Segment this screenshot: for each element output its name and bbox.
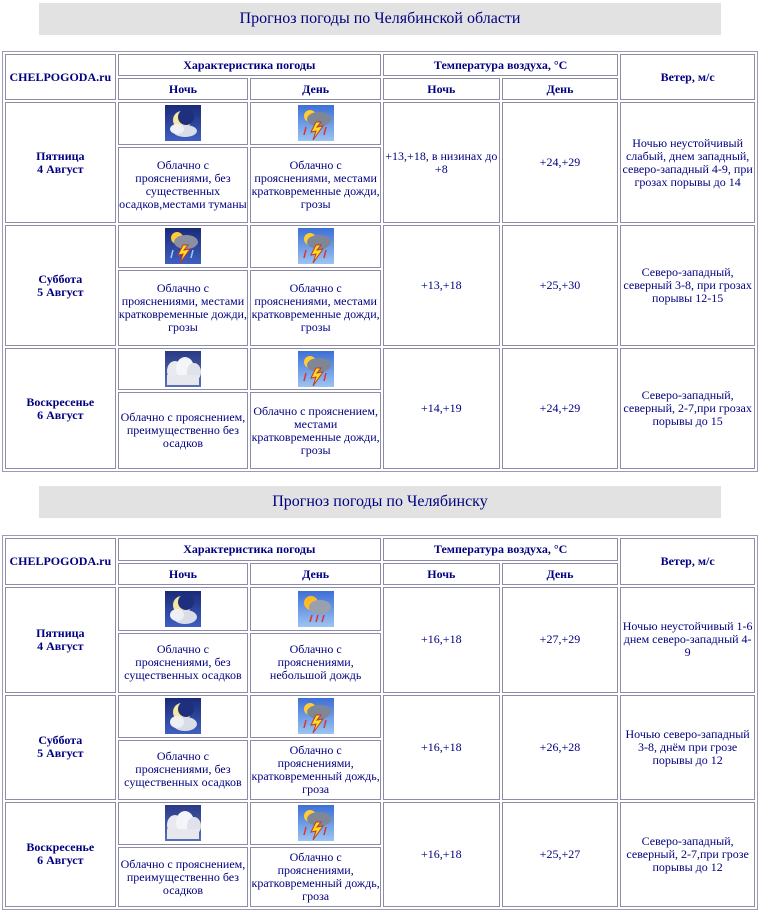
region-forecast-title: Прогноз погоды по Челябинской области [39, 3, 721, 35]
moon-cloud-icon [118, 695, 249, 738]
day-label: Пятница 4 Август [5, 102, 116, 223]
temp-day-cell: +24,+29 [502, 348, 619, 469]
night-description: Облачно с прояснениями, без существенных осадков [118, 740, 249, 800]
table-row [5, 802, 755, 845]
temp-day-cell: +27,+29 [502, 587, 619, 692]
day-label: Пятница 4 Август [5, 587, 116, 692]
day-label: Воскресенье 6 Август [5, 348, 116, 469]
thunderstorm-icon [250, 102, 381, 144]
temp-night-cell: +13,+18, в низинах до +8 [383, 102, 500, 223]
night-description: Облачно с прояснением, преимущественно без осадков [118, 392, 249, 469]
night-description: Облачно с прояснениями, без существенных осадков,местами туманы [118, 147, 249, 224]
wind-cell: Ночью неустойчивый слабый, днем западный, северо-западный 4-9, при грозах порывы до 14 [620, 102, 755, 223]
city-forecast-table [2, 535, 758, 910]
wind-header: Ветер, м/с [620, 54, 755, 100]
day-description: Облачно с прояснениями, местами кратковременные дожди, грозы [250, 147, 381, 224]
temperature-header: Температура воздуха, °С [383, 538, 618, 561]
night-description: Облачно с прояснением, преимущественно без осадков [118, 847, 249, 907]
night-header: Ночь [118, 563, 249, 586]
day-description: Облачно с прояснениями, кратковременный дождь, гроза [250, 847, 381, 907]
table-row [5, 587, 755, 630]
temp-day-cell: +24,+29 [502, 102, 619, 223]
day-label: Суббота 5 Август [5, 695, 116, 800]
day-header: День [250, 78, 381, 100]
table-row [5, 225, 755, 267]
temp-night-header: Ночь [383, 563, 500, 586]
table-row [5, 102, 755, 144]
cloudy-icon [118, 802, 249, 845]
day-label: Воскресенье 6 Август [5, 802, 116, 907]
thunderstorm-night-icon [118, 225, 249, 267]
night-description: Облачно с прояснениями, местами кратковременные дожди, грозы [118, 270, 249, 347]
region-forecast-table [2, 51, 758, 472]
temp-night-cell: +16,+18 [383, 802, 500, 907]
wind-cell: Северо-западный, северный, 2-7,при грозах порывы до 15 [620, 348, 755, 469]
sun-rain-icon [250, 587, 381, 630]
thunderstorm-icon [250, 802, 381, 845]
temp-night-cell: +16,+18 [383, 587, 500, 692]
wind-cell: Ночью северо-западный 3-8, днём при грозе порывы до 12 [620, 695, 755, 800]
temp-night-cell: +16,+18 [383, 695, 500, 800]
wind-header: Ветер, м/с [620, 538, 755, 585]
moon-cloud-icon [118, 102, 249, 144]
moon-cloud-icon [118, 587, 249, 630]
day-header: День [250, 563, 381, 586]
day-description: Облачно с прояснениями, местами кратковременные дожди, грозы [250, 270, 381, 347]
temp-night-cell: +13,+18 [383, 225, 500, 346]
temp-day-cell: +26,+28 [502, 695, 619, 800]
cloudy-icon [118, 348, 249, 390]
day-description: Облачно с прояснением, местами кратковременные дожди, грозы [250, 392, 381, 469]
temp-night-header: Ночь [383, 78, 500, 100]
thunderstorm-icon [250, 348, 381, 390]
night-header: Ночь [118, 78, 249, 100]
night-description: Облачно с прояснениями, без существенных осадков [118, 633, 249, 693]
temp-day-header: День [502, 78, 619, 100]
wind-cell: Северо-западный, северный, 2-7,при грозе порывы до 12 [620, 802, 755, 907]
day-label: Суббота 5 Август [5, 225, 116, 346]
thunderstorm-icon [250, 695, 381, 738]
wind-cell: Ночью неустойчивый 1-6 днем северо-западный 4-9 [620, 587, 755, 692]
temp-day-cell: +25,+30 [502, 225, 619, 346]
temp-day-header: День [502, 563, 619, 586]
city-forecast-title: Прогноз погоды по Челябинску [39, 486, 721, 518]
day-description: Облачно с прояснениями, кратковременный дождь, гроза [250, 740, 381, 800]
temperature-header: Температура воздуха, °С [383, 54, 618, 76]
table-row [5, 348, 755, 390]
characteristic-header: Характеристика погоды [118, 538, 381, 561]
brand-label: CHELPOGODA.ru [5, 538, 116, 585]
thunderstorm-icon [250, 225, 381, 267]
table-row [5, 695, 755, 738]
temp-night-cell: +14,+19 [383, 348, 500, 469]
brand-label: CHELPOGODA.ru [5, 54, 116, 100]
day-description: Облачно с прояснениями, небольшой дождь [250, 633, 381, 693]
characteristic-header: Характеристика погоды [118, 54, 381, 76]
wind-cell: Северо-западный, северный 3-8, при грозах порывы 12-15 [620, 225, 755, 346]
temp-day-cell: +25,+27 [502, 802, 619, 907]
